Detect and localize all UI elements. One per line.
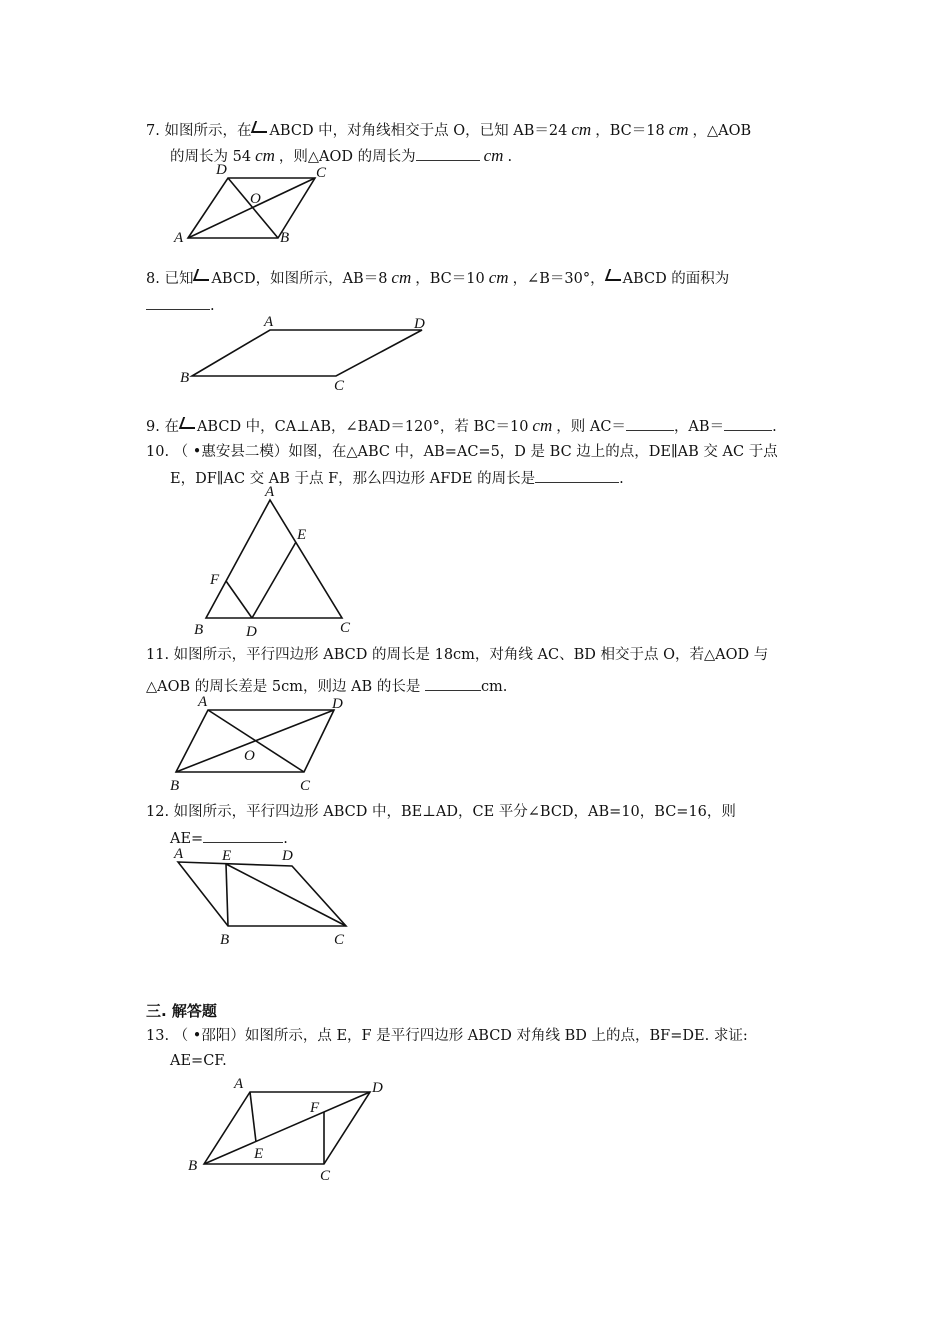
answer-blank[interactable] (535, 468, 619, 483)
label-f: F (310, 1100, 320, 1116)
segment-de (252, 542, 296, 618)
answer-blank[interactable] (203, 828, 283, 843)
segment-be (226, 864, 228, 926)
figure-q8 (178, 312, 438, 392)
q7-text-e: 的周长为 54 (170, 149, 252, 165)
answer-blank[interactable] (724, 416, 772, 431)
label-d: D (414, 316, 425, 332)
label-a: A (174, 846, 184, 862)
parallelogram-icon (251, 121, 269, 133)
q12-line1: 12. 如图所示，平行四边形 ABCD 中，BE⊥AD，CE 平分∠BCD，AB=10，BC=16，则 (146, 804, 736, 820)
answer-blank[interactable] (416, 146, 480, 161)
label-a: A (264, 314, 274, 330)
label-a: A (234, 1076, 244, 1092)
q11-text-a: △AOB 的周长差是 5cm，则边 AB 的长是 (146, 679, 421, 695)
answer-blank[interactable] (146, 295, 210, 310)
label-b: B (280, 230, 290, 246)
q10-text-a: E，DF∥AC 交 AB 于点 F，那么四边形 AFDE 的周长是 (170, 471, 536, 487)
q9-text-c: ，则 AC＝ (556, 419, 626, 435)
label-b: B (180, 370, 190, 386)
q9-text-b: ABCD 中，CA⊥AB，∠BAD＝120°，若 BC＝10 (196, 419, 529, 435)
q9-text-d: ，AB＝ (673, 419, 725, 435)
label-d: D (282, 848, 293, 864)
triangle-abc (206, 500, 342, 618)
q7-unit-1: cm (571, 120, 592, 139)
label-b: B (194, 622, 204, 638)
parallelogram-icon (193, 269, 211, 281)
parallelogram-abcd (192, 330, 422, 376)
q12-text-b: . (283, 831, 288, 847)
q7-text-d: ，△AOB (692, 123, 752, 139)
figure-q11 (166, 694, 356, 794)
label-a: A (198, 694, 208, 710)
label-c: C (340, 620, 351, 636)
q10-line1: 10. （ •惠安县二模）如图，在△ABC 中，AB=AC=5，D 是 BC 边上的点，DE∥AB 交 AC 于点 (146, 444, 778, 460)
figure-q7 (170, 160, 350, 250)
label-d: D (332, 696, 343, 712)
label-f: F (210, 572, 220, 588)
q13-line1: 13. （ •邵阳）如图所示，点 E，F 是平行四边形 ABCD 对角线 BD 上的点，BF=DE. 求证: (146, 1028, 748, 1044)
q8-text-c: ，BC＝10 (415, 271, 485, 287)
q7-line1 (146, 120, 751, 141)
label-d: D (216, 162, 227, 178)
label-a: A (265, 484, 275, 500)
q8-line1 (146, 268, 729, 289)
label-c: C (334, 932, 345, 948)
q8-unit-2: cm (488, 268, 509, 287)
q11-text-b: cm. (480, 679, 508, 695)
label-d: D (372, 1080, 383, 1096)
diagonal-bd (228, 178, 278, 238)
q9-unit: cm (532, 416, 553, 435)
section-heading: 三. 解答题 (146, 1002, 217, 1020)
q7-unit-2: cm (668, 120, 689, 139)
label-o: O (244, 748, 255, 764)
segment-df (226, 581, 252, 618)
diagonal-bd (176, 710, 334, 772)
q11-line1: 11. 如图所示，平行四边形 ABCD 的周长是 18cm，对角线 AC、BD 相交于点 O，若△AOD 与 (146, 647, 769, 663)
answer-blank[interactable] (626, 416, 674, 431)
q7-unit-4: cm (483, 146, 504, 165)
label-e: E (222, 848, 232, 864)
label-b: B (220, 932, 230, 948)
q8-text-d: ，∠B＝30°， (512, 271, 605, 287)
q9-text-e: . (772, 419, 777, 435)
parallelogram-icon (605, 269, 623, 281)
q8-text-b: ABCD，如图所示，AB＝8 (211, 271, 388, 287)
q13-line2: AE=CF. (170, 1053, 227, 1069)
label-c: C (334, 378, 345, 394)
label-d: D (246, 624, 257, 640)
label-b: B (170, 778, 180, 794)
q9-line (146, 416, 777, 437)
label-b: B (188, 1158, 198, 1174)
segment-ce (226, 864, 346, 926)
answer-blank[interactable] (425, 676, 481, 691)
label-c: C (320, 1168, 331, 1184)
q7-text-a: 7. 如图所示，在 (146, 123, 252, 139)
diagonal-bd (204, 1092, 370, 1164)
label-o: O (250, 191, 261, 207)
q9-text-a: 9. 在 (146, 419, 179, 435)
q12-text-a: AE= (170, 831, 204, 847)
parallelogram-abcd (178, 862, 346, 926)
label-e: E (297, 527, 307, 543)
label-e: E (254, 1146, 264, 1162)
label-a: A (174, 230, 184, 246)
figure-q10 (190, 484, 365, 639)
q7-text-c: ，BC＝18 (595, 123, 665, 139)
q8-text-a: 8. 已知 (146, 271, 194, 287)
q7-text-b: ABCD 中，对角线相交于点 O，已知 AB＝24 (269, 123, 568, 139)
parallelogram-icon (179, 417, 197, 429)
figure-q13 (186, 1072, 396, 1187)
q8-unit-1: cm (391, 268, 412, 287)
q7-unit-3: cm (255, 146, 275, 165)
q7-text-g: . (507, 149, 513, 165)
q8-text-e: ABCD 的面积为 (622, 271, 730, 287)
segment-ae (250, 1092, 256, 1142)
label-c: C (316, 165, 327, 181)
label-c: C (300, 778, 311, 794)
figure-q12 (170, 844, 360, 949)
q10-text-b: . (619, 471, 624, 487)
q8-text-f: . (210, 298, 215, 314)
q7-text-f: ，则△AOD 的周长为 (278, 149, 416, 165)
